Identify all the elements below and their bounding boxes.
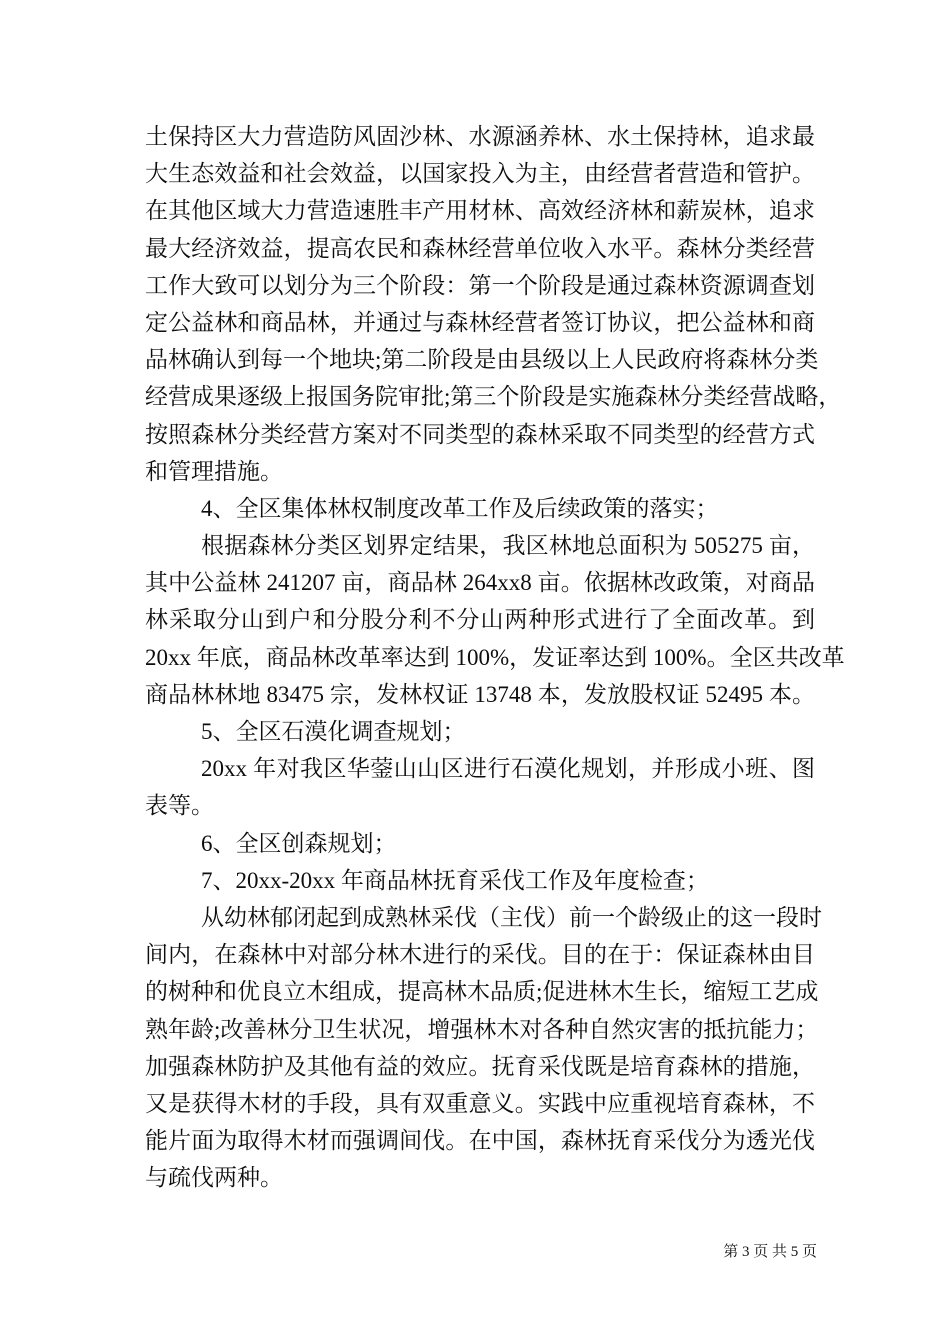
text-line: 品林确认到每一个地块;第二阶段是由县级以上人民政府将森林分类 xyxy=(145,347,819,373)
text-line: 商品林林地 83475 宗，发林权证 13748 本，发放股权证 52495 本。 xyxy=(145,681,815,707)
text-line: 定公益林和商品林，并通过与森林经营者签订协议，把公益林和商 xyxy=(145,309,815,335)
text-line: 按照森林分类经营方案对不同类型的森林采取不同类型的经营方式 xyxy=(145,421,815,447)
text-line: 最大经济效益，提高农民和森林经营单位收入水平。森林分类经营 xyxy=(145,235,815,261)
text-line: 和管理措施。 xyxy=(145,458,283,484)
page-number: 第 3 页 共 5 页 xyxy=(723,1244,817,1260)
text-line: 在其他区域大力营造速胜丰产用材林、高效经济林和薪炭林，追求 xyxy=(145,198,815,224)
text-line: 土保持区大力营造防风固沙林、水源涵养林、水土保持林，追求最 xyxy=(145,124,815,149)
text-line: 大生态效益和社会效益，以国家投入为主，由经营者营造和管护。 xyxy=(145,161,815,187)
text-line: 熟年龄;改善林分卫生状况，增强林木对各种自然灾害的抵抗能力； xyxy=(145,1016,819,1042)
document-body xyxy=(145,118,845,1196)
text-line: 与疏伐两种。 xyxy=(145,1165,283,1191)
text-line: 其中公益林 241207 亩，商品林 264xx8 亩。依据林改政策，对商品 xyxy=(145,570,815,596)
text-line: 间内，在森林中对部分林木进行的采伐。目的在于：保证森林由目 xyxy=(145,942,815,968)
text-line: 加强森林防护及其他有益的效应。抚育采伐既是培育森林的措施， xyxy=(145,1053,815,1079)
list-item-5: 5、全区石漠化调查规划； xyxy=(201,719,466,744)
text-line: 表等。 xyxy=(145,793,214,819)
text-line: 20xx 年底，商品林改革率达到 100%，发证率达到 100%。全区共改革 xyxy=(145,644,845,670)
list-item-6: 6、全区创森规划； xyxy=(201,830,397,856)
text-line: 的树种和优良立木组成，提高林木品质;促进林木生长，缩短工艺成 xyxy=(145,979,819,1005)
text-line: 根据森林分类区划界定结果，我区林地总面积为 505275 亩， xyxy=(201,533,815,559)
list-item-4: 4、全区集体林权制度改革工作及后续政策的落实； xyxy=(201,495,719,521)
text-line: 工作大致可以划分为三个阶段：第一个阶段是通过森林资源调查划 xyxy=(145,272,815,298)
text-line: 从幼林郁闭起到成熟林采伐（主伐）前一个龄级止的这一段时 xyxy=(201,904,822,930)
text-line: 能片面为取得木材而强调间伐。在中国，森林抚育采伐分为透光伐 xyxy=(145,1128,815,1154)
text-line: 又是获得木材的手段，具有双重意义。实践中应重视培育森林，不 xyxy=(145,1090,815,1116)
list-item-7: 7、20xx-20xx 年商品林抚育采伐工作及年度检查； xyxy=(201,867,709,893)
page-footer xyxy=(145,1243,817,1261)
text-line: 20xx 年对我区华蓥山山区进行石漠化规划，并形成小班、图 xyxy=(201,756,815,782)
text-line: 经营成果逐级上报国务院审批;第三个阶段是实施森林分类经营战略， xyxy=(145,384,842,410)
text-line: 林采取分山到户和分股分利不分山两种形式进行了全面改革。到 xyxy=(145,607,815,633)
